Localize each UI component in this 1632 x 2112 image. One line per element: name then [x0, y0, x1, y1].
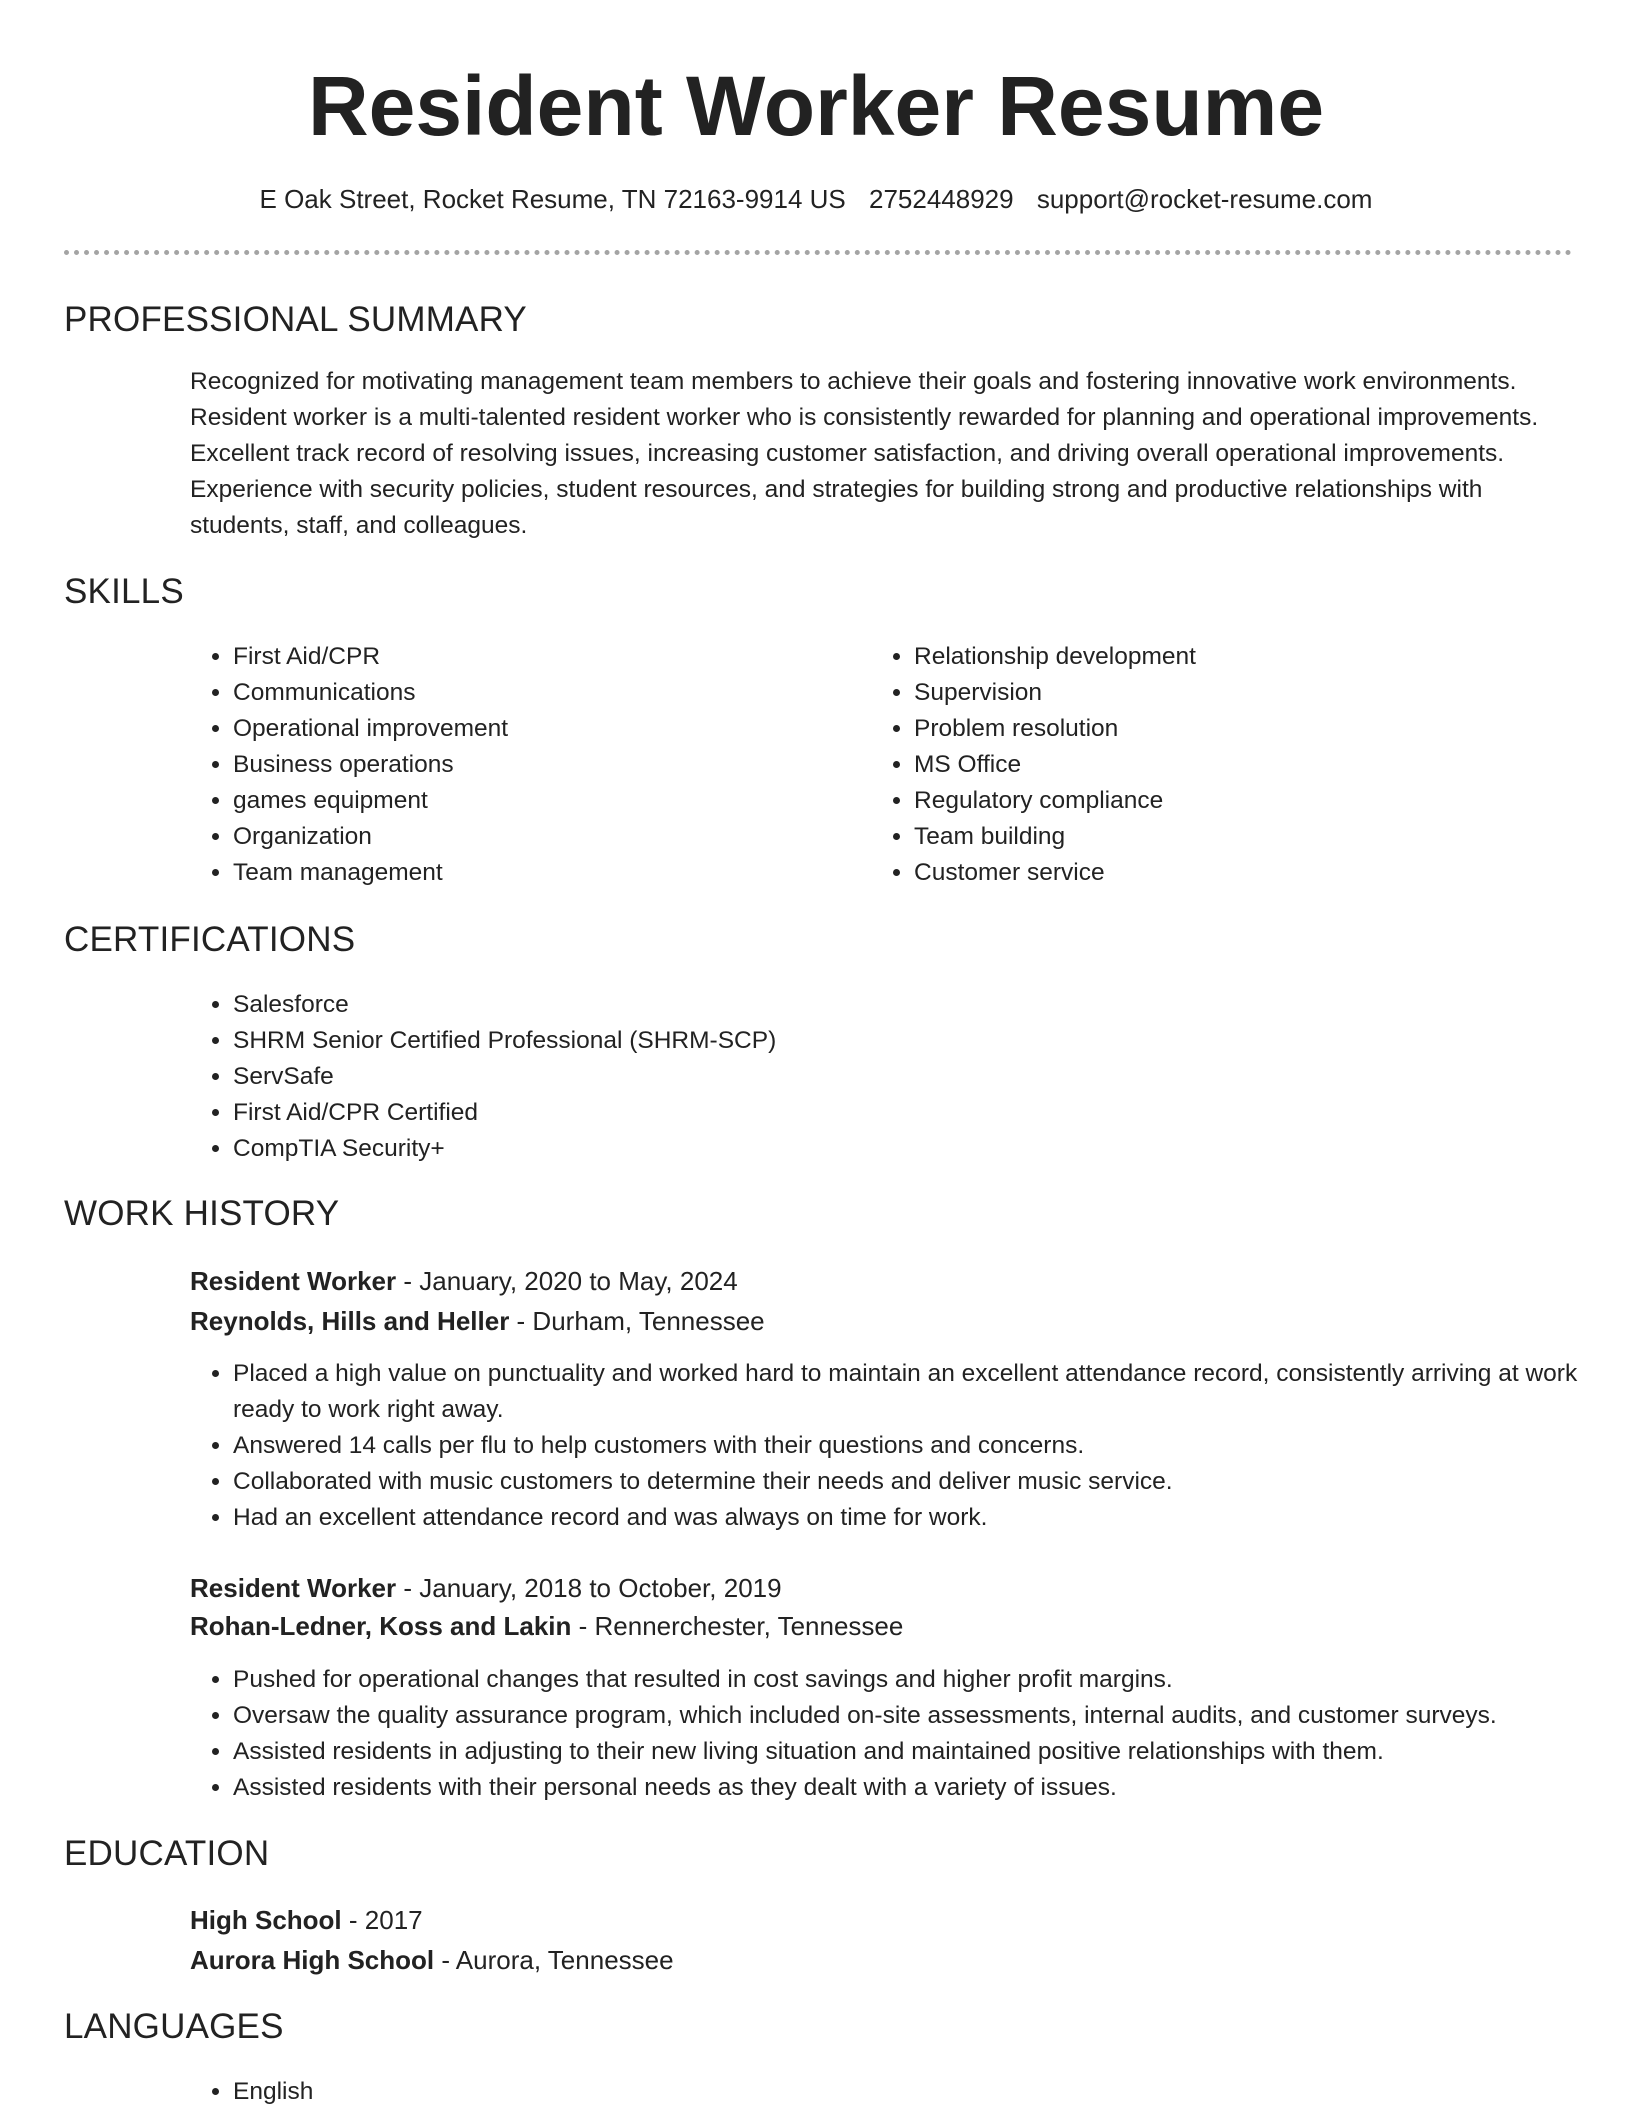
education-heading: EDUCATION: [64, 1834, 270, 1873]
job-location: - Durham, Tennessee: [509, 1306, 765, 1336]
languages-list: [190, 2074, 833, 2110]
list-item: • Had an excellent attendance record and was always on time for work.: [233, 1500, 1623, 1536]
list-item: • Answered 14 calls per flu to help customers with their questions and concerns.: [233, 1428, 1623, 1464]
skills-list-right: [871, 639, 1564, 891]
certifications-heading: CERTIFICATIONS: [64, 920, 356, 959]
list-item: • games equipment: [233, 783, 833, 819]
resume-title: Resident Worker Resume: [307, 59, 1325, 153]
list-item: • Operational improvement: [233, 711, 833, 747]
education-school: Aurora High School: [190, 1945, 435, 1975]
list-item: • First Aid/CPR Certified: [233, 1095, 1533, 1131]
job-1-company-line: [190, 1303, 765, 1339]
contact-email: support@rocket-resume.com: [1036, 184, 1373, 214]
list-item: • SHRM Senior Certified Professional (SHRM-SCP): [233, 1023, 1533, 1059]
list-item: • Collaborated with music customers to determine their needs and deliver music service.: [233, 1464, 1623, 1500]
list-item: • Pushed for operational changes that resulted in cost savings and higher profit margins.: [233, 1662, 1632, 1698]
contact-phone: 2752448929: [869, 184, 1014, 214]
education-location: - Aurora, Tennessee: [434, 1945, 674, 1975]
list-item: • Team building: [914, 819, 1564, 855]
list-item: • MS Office: [914, 747, 1564, 783]
job-2-title-line: [190, 1570, 782, 1606]
list-item: • Communications: [233, 675, 833, 711]
list-item: • Organization: [233, 819, 833, 855]
skills-list-left: [190, 639, 833, 891]
job-location: - Rennerchester, Tennessee: [571, 1611, 904, 1641]
certifications-list: [190, 987, 1533, 1167]
list-item: • Relationship development: [914, 639, 1564, 675]
list-item: • Supervision: [914, 675, 1564, 711]
list-item: • Placed a high value on punctuality and worked hard to maintain an excellent attendance record, consistently arriving at work ready to work right away.: [233, 1356, 1623, 1428]
list-item: • Salesforce: [233, 987, 1533, 1023]
skills-heading: SKILLS: [64, 572, 184, 611]
education-year: - 2017: [341, 1905, 423, 1935]
list-item: • Business operations: [233, 747, 833, 783]
job-2-company-line: [190, 1608, 903, 1644]
work-history-heading: WORK HISTORY: [64, 1194, 340, 1233]
job-1-title-line: [190, 1263, 738, 1299]
list-item: • First Aid/CPR: [233, 639, 833, 675]
list-item: • Assisted residents with their personal needs as they dealt with a variety of issues.: [233, 1770, 1632, 1806]
education-school-line: [190, 1942, 674, 1978]
list-item: • ServSafe: [233, 1059, 1533, 1095]
education-degree: High School: [190, 1905, 342, 1935]
job-2-bullets: [190, 1662, 1632, 1806]
summary-text: Recognized for motivating management team members to achieve their goals and fostering innovative work environments. Resident worker is a multi-talented resident worker who is consistently rewarded for planning and operational improvements. Excellent track record of resolving issues, increasing customer satisfaction, and driving overall operational improvements. Experience with security policies, student resources, and strategies for building strong and productive relationships with students, staff, and colleagues.: [190, 368, 1539, 539]
contact-line: [0, 181, 1632, 217]
header-divider: [64, 250, 1572, 255]
list-item: • Oversaw the quality assurance program, which included on-site assessments, internal audits, and customer surveys.: [233, 1698, 1632, 1734]
job-1-bullets: [190, 1356, 1623, 1536]
contact-address: E Oak Street, Rocket Resume, TN 72163-9914 US: [259, 184, 846, 214]
list-item: • Regulatory compliance: [914, 783, 1564, 819]
job-company: Rohan-Ledner, Koss and Lakin: [190, 1611, 572, 1641]
list-item: • Problem resolution: [914, 711, 1564, 747]
list-item: • Team management: [233, 855, 833, 891]
education-degree-line: [190, 1902, 423, 1938]
list-item: • CompTIA Security+: [233, 1131, 1533, 1167]
list-item: • Assisted residents in adjusting to their new living situation and maintained positive relationships with them.: [233, 1734, 1632, 1770]
job-dates: - January, 2020 to May, 2024: [396, 1266, 738, 1296]
job-company: Reynolds, Hills and Heller: [190, 1306, 510, 1336]
job-dates: - January, 2018 to October, 2019: [396, 1573, 782, 1603]
list-item: • Customer service: [914, 855, 1564, 891]
list-item: • English: [233, 2074, 833, 2110]
job-title: Resident Worker: [190, 1573, 397, 1603]
summary-heading: PROFESSIONAL SUMMARY: [64, 300, 527, 339]
languages-heading: LANGUAGES: [64, 2007, 284, 2046]
job-title: Resident Worker: [190, 1266, 397, 1296]
